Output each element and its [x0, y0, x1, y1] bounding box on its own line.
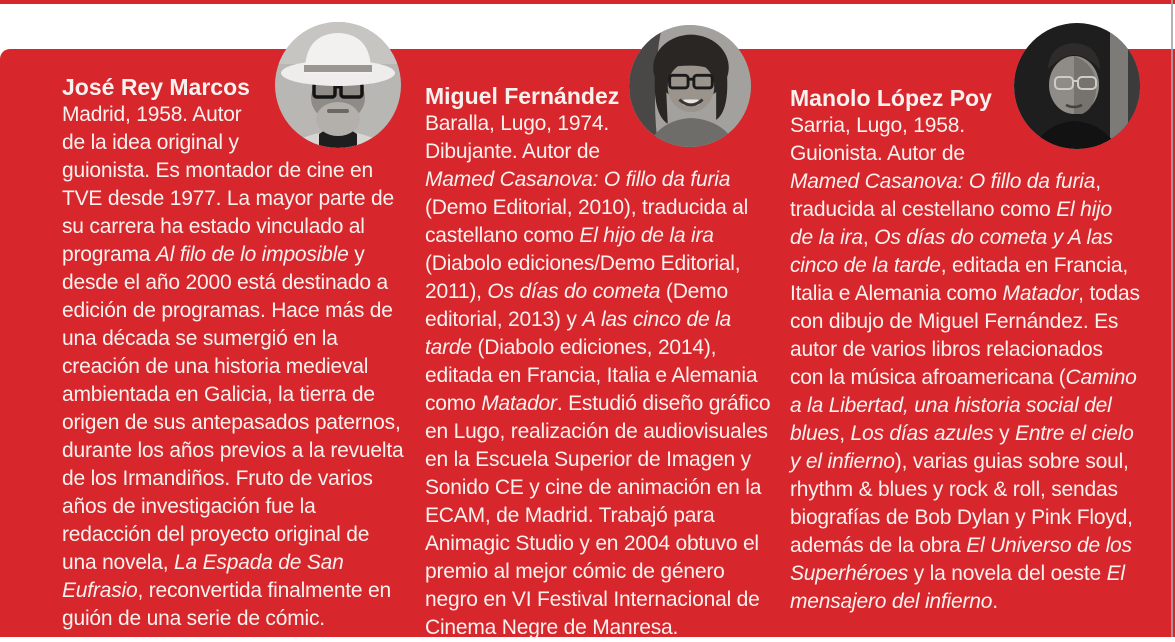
window-edge-line [1171, 0, 1173, 637]
author-bio-miguel-fernandez [425, 82, 775, 642]
author-bio-manolo-lopez-poy [790, 84, 1140, 616]
smiling-man-glasses-portrait-icon [629, 25, 751, 147]
author-bio-jose-rey-marcos [62, 73, 407, 633]
man-glasses-dark-portrait-icon [1014, 23, 1140, 149]
author-name: Miguel Fernández [425, 83, 620, 109]
top-rule [0, 0, 1175, 4]
author-photo [1014, 23, 1140, 149]
author-bio-text: Madrid, 1958. Autor de la idea original y guionista. Es montador de cine en TVE desde 1977. La mayor parte de su carrera ha estado vinculado al programa Al filo de lo imposible y desde el año 2000 está destinado a edición de programas. Hace más de una década se sumergió en la creación de una historia medieval ambientada en Galicia, la tierra de origen de sus antepasados paternos, durante los años previos a la revuelta de los Irmandiños. Fruto de varios años de investigación fue la redacción del proyecto original de una novela, La Espada de San Eufrasio, reconvertida finalmente en guión de una serie de cómic. [62, 103, 404, 630]
author-name: José Rey Marcos [62, 74, 250, 100]
author-photo [629, 25, 751, 147]
author-photo [275, 22, 401, 148]
author-bio-text: Baralla, Lugo, 1974. Dibujante. Autor de Mamed Casanova: O fillo da furia (Demo Editorial, 2010), traducida al castellano como El hijo de la ira (Diabolo ediciones/Demo Editorial, 2011), Os días do cometa (Demo editorial, 2013) y A las cinco de la tarde (Diabolo ediciones, 2014), editada en Francia, Italia e Alemania como Matador. Estudió diseño gráfico en Lugo, realización de audiovisuales en la Escuela Superior de Imagen y Sonido CE y cine de animación en la ECAM, de Madrid. Trabajó para Animagic Studio y en 2004 obtuvo el premio al mejor cómic de género negro en VI Festival Internacional de Cinema Negre de Manresa. [425, 112, 771, 639]
author-name: Manolo López Poy [790, 85, 992, 111]
author-bio-text: Sarria, Lugo, 1958. Guionista. Autor de Mamed Casanova: O fillo da furia, traducida al cestellano como El hijo de la ira, Os días do cometa y A las cinco de la tarde, editada en Francia, Italia e Alemania como Matador, todas con dibujo de Miguel Fernández. Es autor de varios libros relacionados con la música afroamericana (Camino a la Libertad, una historia social del blues, Los días azules y Entre el cielo y el infierno), varias guias sobre soul, rhythm & blues y rock & roll, sendas biografías de Bob Dylan y Pink Floyd, además de la obra El Universo de los Superhéroes y la novela del oeste El mensajero del infierno. [790, 114, 1140, 613]
man-with-hat-portrait-icon [275, 22, 401, 148]
